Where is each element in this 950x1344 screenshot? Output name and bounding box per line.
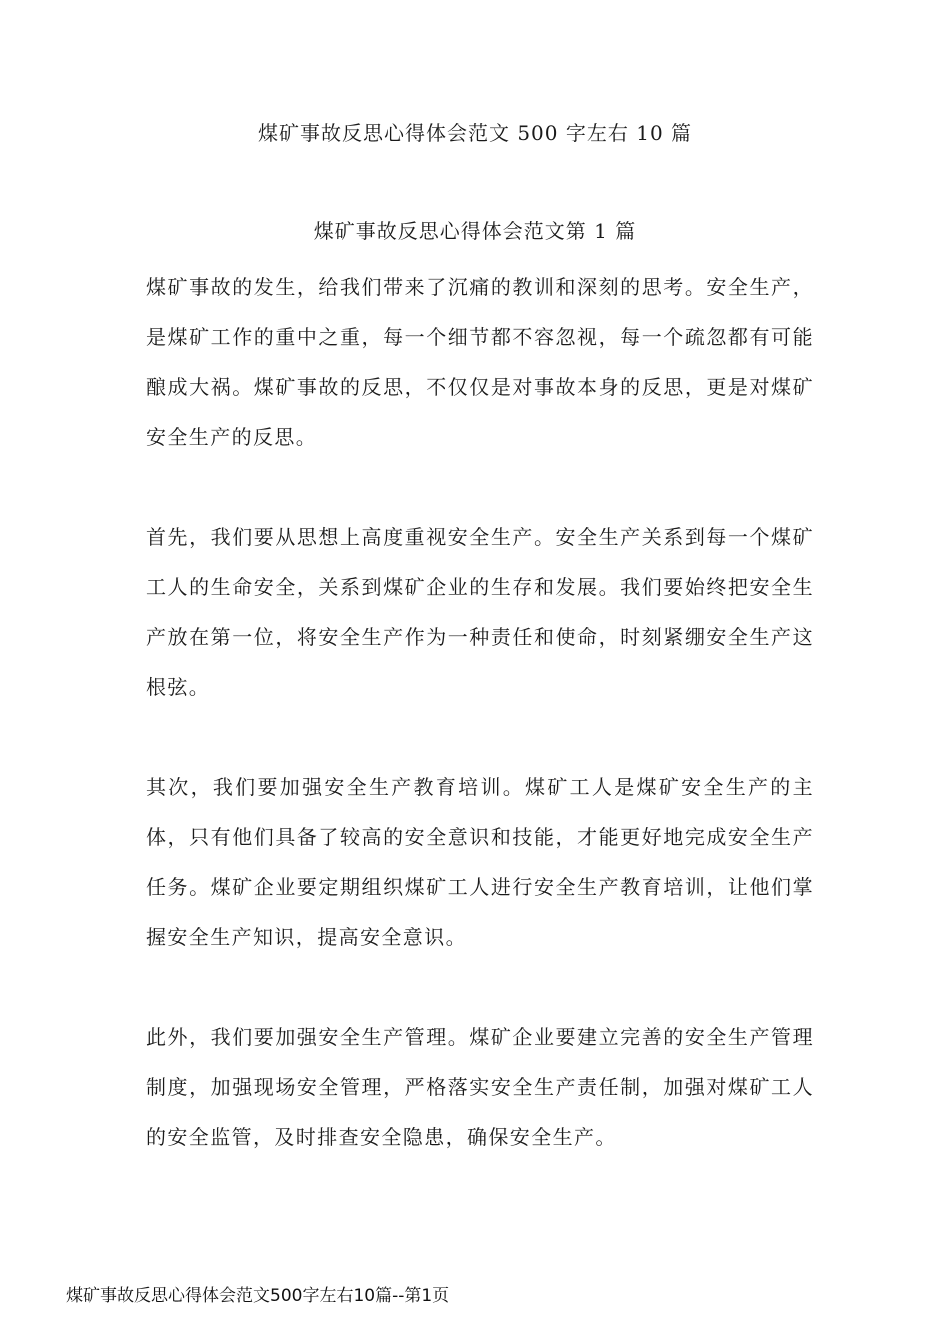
paragraph-1: 煤矿事故的发生，给我们带来了沉痛的教训和深刻的思考。安全生产，是煤矿工作的重中之重，每一个细节都不容忽视，每一个疏忽都有可能酿成大祸。煤矿事故的反思，不仅仅是对事故本身的反思，更是对煤矿安全生产的反思。: [146, 275, 814, 449]
paragraph-4: 此外，我们要加强安全生产管理。煤矿企业要建立完善的安全生产管理制度，加强现场安全管理，严格落实安全生产责任制，加强对煤矿工人的安全监管，及时排查安全隐患，确保安全生产。: [146, 1025, 814, 1149]
page-footer: 煤矿事故反思心得体会范文500字左右10篇--第1页: [66, 1286, 450, 1306]
document-title: 煤矿事故反思心得体会范文 500 字左右 10 篇: [257, 121, 693, 145]
section-title: 煤矿事故反思心得体会范文第 1 篇: [313, 219, 637, 243]
document-body: [146, 262, 814, 1212]
paragraph-2: 首先，我们要从思想上高度重视安全生产。安全生产关系到每一个煤矿工人的生命安全，关系到煤矿企业的生存和发展。我们要始终把安全生产放在第一位，将安全生产作为一种责任和使命，时刻紧绷安全生产这根弦。: [146, 525, 814, 699]
paragraph-3: 其次，我们要加强安全生产教育培训。煤矿工人是煤矿安全生产的主体，只有他们具备了较高的安全意识和技能，才能更好地完成安全生产任务。煤矿企业要定期组织煤矿工人进行安全生产教育培训，让他们掌握安全生产知识，提高安全意识。: [146, 775, 814, 949]
